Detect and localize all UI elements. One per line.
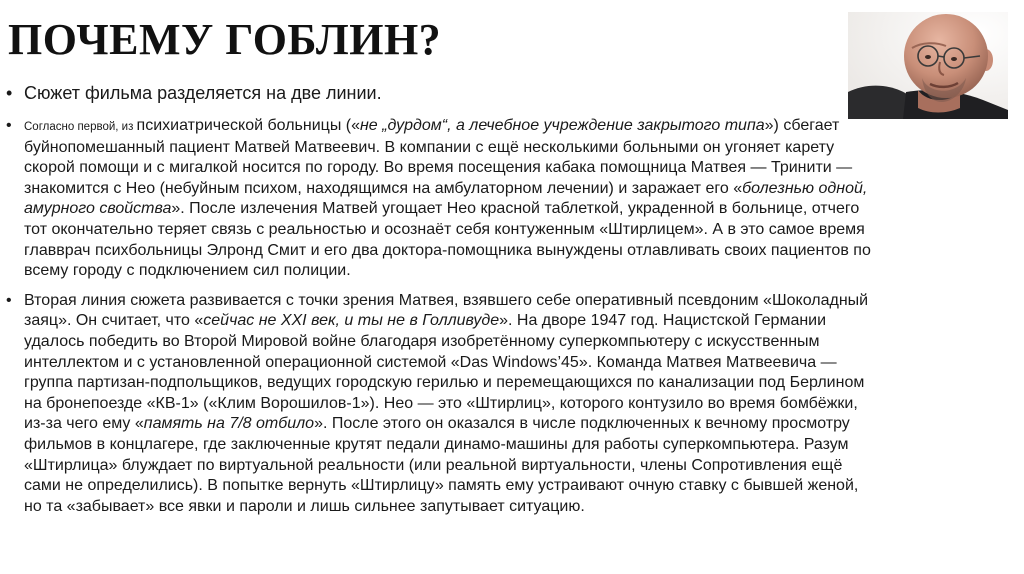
bullet-list: [6, 82, 876, 517]
bullet-text: ») сбегает буйнопомешанный пациент Матвей Матвеевич. В компании с ещё несколькими больными он угоняет карету скорой помощи и с мигалкой носится по городу. Во время посещения кабака помощница Матвея — Тринити — знакомится с Нео (небуйным психом, находящимся на амбулаторном лечении) и заражает его «: [24, 117, 853, 197]
bullet-text: Вторая линия сюжета развивается с точки зрения Матвея, взявшего себе оперативный псевдоним «Шоколадный заяц». Он считает, что «: [24, 291, 869, 330]
bullet-text: Сюжет фильма разделяется на две линии.: [24, 83, 382, 103]
bullet-quote: память на 7/8 отбило: [143, 415, 315, 433]
bullet-marker: •: [6, 117, 12, 134]
bullet-marker: •: [6, 291, 12, 309]
bullet-marker: •: [6, 83, 13, 103]
bullet-quote: болезнью одной, амурного свойства: [24, 179, 868, 218]
bullet-item-first-line: [6, 116, 876, 282]
bullet-quote: не „дурдом“, а лечебное учреждение закрытого типа: [359, 117, 765, 134]
bullet-text: ». После этого он оказался в числе подключенных к вечному просмотру фильмов в концлагере, где заключенные крутят педали динамо-машины для работы суперкомпьютера. Разум «Штирлица» блуждает по виртуальной реальности (или реальной виртуальности, члены Сопротивления ещё сами не определились). В попытке вернуть «Штирлицу» память ему устраивают очную ставку с бывшей женой, но та «забывает» все явки и пароли и лишь сильнее запутывает ситуацию.: [24, 415, 859, 515]
bullet-text: психиатрической больницы («: [136, 117, 360, 134]
bullet-quote: сейчас не XXI век, и ты не в Голливуде: [203, 312, 500, 330]
slide-title: ПОЧЕМУ ГОБЛИН?: [8, 15, 442, 64]
bullet-text: ». После излечения Матвей угощает Нео красной таблеткой, украденной в больнице, отчего тот окончательно теряет связь с реальностью и осознаёт себя контуженным «Штирлицем». А в это самое время главврач психбольницы Элронд Смит и его два доктора-помощника вынуждены отлавливать своих пациентов по всему городу с подключением сил полиции.: [24, 200, 871, 280]
bullet-text: ». На дворе 1947 год. Нацистской Германии удалось победить во Второй Мировой войне благодаря изобретённому суперкомпьютеру с искусственным интеллектом и с установленной операционной системой «Das Windows’45». Команда Матвея Матвеевича — группа партизан-подпольщиков, ведущих городскую герилью и перемещающихся по канализации под Берлином на бронепоезде «КВ-1» («Клим Ворошилов-1»). Нео — это «Штирлиц», которого контузило во время бомбёжки, из-за чего ему «: [24, 312, 865, 433]
bullet-text-small: Согласно первой, из: [24, 121, 137, 133]
bullet-item-second-line: [6, 291, 876, 518]
bullet-item-intro: [6, 82, 876, 104]
